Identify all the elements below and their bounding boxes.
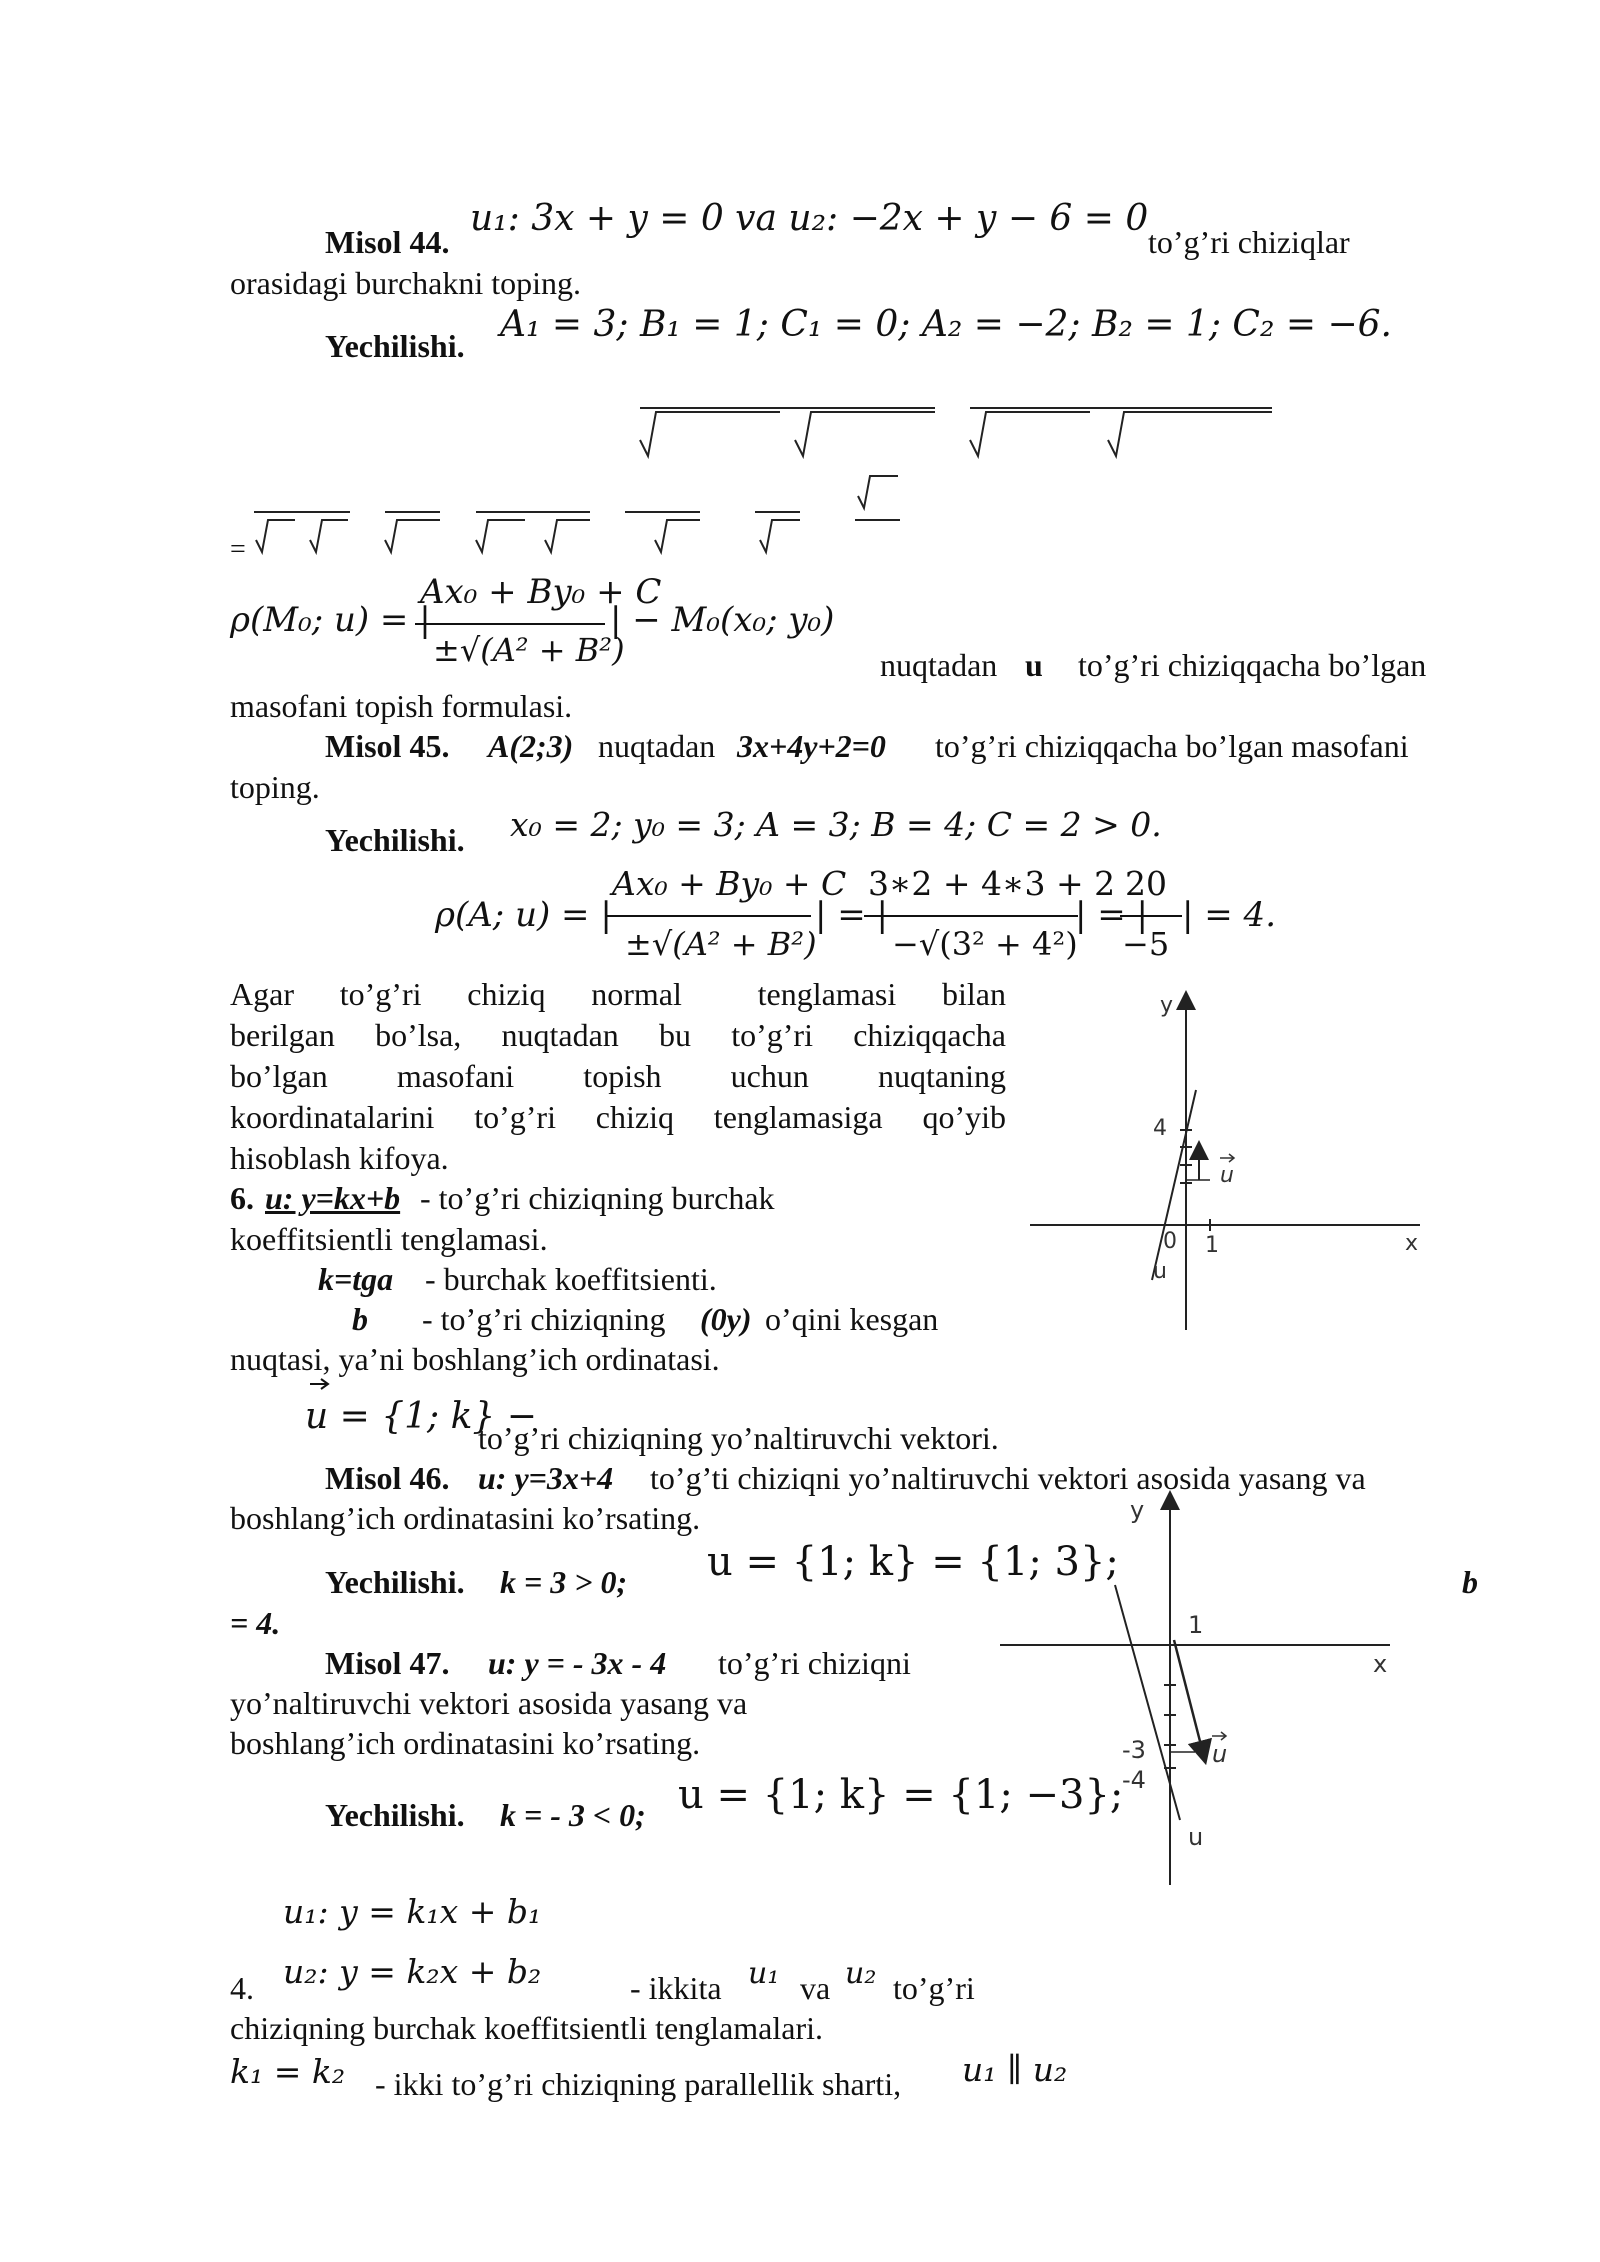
graph-2-tick-m3-label: -3	[1122, 1736, 1146, 1764]
misol-44-line2: orasidagi burchakni toping.	[230, 265, 582, 301]
section-4-line2: chiziqning burchak koeffitsientli tenglamalari.	[230, 2010, 823, 2046]
misol-47-tail: to’g’ri chiziqni	[718, 1645, 911, 1681]
misol-45-fraction1-denominator: ±√(A² + B²)	[625, 925, 817, 963]
graph-1-vector-label-arrow-icon	[1220, 1154, 1234, 1162]
graph-1-tick-4-label: 4	[1153, 1116, 1167, 1141]
normal-para-last: hisoblash kifoya.	[230, 1140, 449, 1176]
section-4-parallel-desc: - ikki to’g’ri chiziqning parallellik sharti,	[375, 2066, 902, 2102]
misol-45-line2: toping.	[230, 769, 320, 805]
section-4-parallel-eq: k₁ = k₂	[230, 2052, 346, 2091]
word: to’g’ri	[731, 1017, 813, 1053]
misol-47-label: Misol 47.	[325, 1645, 450, 1681]
misol-47-line3: boshlang’ich ordinatasini ko’rsating.	[230, 1725, 701, 1761]
misol-44-solution-formula: A₁ = 3; B₁ = 1; C₁ = 0; A₂ = −2; B₂ = 1; C₂ = −6.	[500, 304, 1392, 345]
section-6-vector-formula: u = {1; k} −	[305, 1396, 537, 1437]
misol-47-vector: u = {1; k} = {1; −3};	[678, 1772, 1124, 1818]
misol-44-solution-label: Yechilishi.	[325, 328, 465, 364]
word: chiziq	[467, 976, 546, 1012]
misol-46-line2: boshlang’ich ordinatasini ko’rsating.	[230, 1500, 701, 1536]
normal-para-line2	[230, 1015, 1006, 1055]
word: bilan	[942, 976, 1006, 1012]
section-6-desc: - to’g’ri chiziqning burchak	[420, 1180, 775, 1216]
section-4-u2: u₂	[845, 1956, 877, 1991]
misol-44-tail: to’g’ri chiziqlar	[1148, 224, 1350, 260]
distance-text-end: to’g’ri chiziqqacha bo’lgan	[1078, 647, 1427, 683]
graph-1-vector-label: u	[1220, 1163, 1234, 1188]
section-6-b-desc2: o’qini kesgan	[765, 1301, 939, 1337]
graph-1-origin-label: 0	[1163, 1229, 1177, 1254]
word: nuqtadan	[501, 1017, 619, 1053]
distance-formula-denominator: ±√(A² + B²)	[433, 631, 625, 669]
word: tenglamasi	[757, 976, 897, 1012]
graph-2-vector-u	[1174, 1640, 1203, 1753]
misol-46-label: Misol 46.	[325, 1460, 450, 1496]
section-4-eq1: u₁: y = k₁x + b₁	[283, 1892, 542, 1931]
word: chiziqqacha	[853, 1017, 1006, 1053]
section-4-u1: u₁	[748, 1956, 780, 1991]
section-6-number: 6.	[230, 1180, 254, 1216]
word: qo’yib	[922, 1099, 1006, 1135]
misol-45-equals2: | = |	[1075, 895, 1149, 935]
misol-46-equation: u: y=3x+4	[478, 1460, 614, 1496]
graph-2	[990, 1490, 1410, 1890]
misol-45-result: | = 4.	[1182, 895, 1276, 935]
graph-2-x-label: x	[1373, 1650, 1388, 1678]
normal-para-line1	[230, 974, 1006, 1014]
misol-45-fraction2-bar	[864, 914, 1084, 918]
section-4-mid: - ikkita	[630, 1970, 722, 2006]
misol-45-solution-label: Yechilishi.	[325, 822, 465, 858]
distance-text-line2: masofani topish formulasi.	[230, 688, 573, 724]
normal-para-line3	[230, 1056, 1006, 1096]
distance-formula-rhs: | − M₀(x₀; y₀)	[610, 600, 835, 640]
misol-46-tail: to’g’ti chiziqni yo’naltiruvchi vektori asosida yasang va	[650, 1460, 1366, 1496]
misol-45-fraction1-bar	[606, 914, 816, 918]
word: topish	[583, 1058, 662, 1094]
misol-45-fraction2-denominator: −√(3² + 4²)	[892, 925, 1078, 963]
misol-44-label: Misol 44.	[325, 224, 450, 260]
misol-46-solution-label: Yechilishi.	[325, 1564, 465, 1600]
misol-44-formula: u₁: 3x + y = 0 va u₂: −2x + y − 6 = 0	[470, 198, 1149, 239]
section-6-k-desc: - burchak koeffitsienti.	[425, 1261, 717, 1297]
word: koordinatalarini	[230, 1099, 435, 1135]
misol-45-solution-formula: x₀ = 2; y₀ = 3; A = 3; B = 4; C = 2 > 0.	[510, 805, 1162, 844]
misol-47-solution-label: Yechilishi.	[325, 1797, 465, 1833]
misol-45-fraction3-bar	[1120, 914, 1190, 918]
section-6-k-label: k=tga	[318, 1261, 394, 1297]
word: masofani	[396, 1058, 515, 1094]
misol-45-point: A(2;3)	[488, 728, 574, 764]
misol-45-line: 3x+4y+2=0	[737, 728, 886, 764]
misol-46-vector: u = {1; k} = {1; 3};	[707, 1539, 1119, 1585]
misol-45-fraction2-numerator: 3∗2 + 4∗3 + 2	[868, 864, 1116, 903]
graph-1	[1020, 990, 1440, 1340]
section-6-line5: nuqtasi, ya’ni boshlang’ich ordinatasi.	[230, 1341, 720, 1377]
misol-46-b-value: = 4.	[230, 1605, 281, 1641]
word: uchun	[730, 1058, 809, 1094]
misol-45-rho: ρ(A; u) = |	[435, 895, 612, 935]
word: to’g’ri	[339, 976, 422, 1012]
section-6-b-label: b	[352, 1301, 368, 1337]
word: bu	[659, 1017, 691, 1053]
graph-1-y-label: y	[1160, 993, 1174, 1018]
word: to’g’ri	[474, 1099, 556, 1135]
word: chiziq	[595, 1099, 674, 1135]
vector-arrow-icon	[308, 1376, 332, 1392]
graph-2-line-label: u	[1188, 1823, 1204, 1851]
misol-45-mid: nuqtadan	[598, 728, 716, 764]
word: tenglamasiga	[713, 1099, 883, 1135]
radical-fragments-lower	[0, 0, 1600, 600]
misol-45-fraction3-numerator: 20	[1125, 864, 1167, 903]
word: Agar	[230, 976, 294, 1012]
graph-1-x-label: x	[1405, 1231, 1419, 1256]
section-4-va: va	[800, 1970, 831, 2006]
misol-45-fraction3-denominator: −5	[1122, 925, 1170, 963]
word: normal	[591, 976, 682, 1012]
section-6-equation: u: y=kx+b	[265, 1180, 401, 1216]
word: bo’lgan	[230, 1058, 328, 1094]
word: bo’lsa,	[375, 1017, 462, 1053]
normal-para-line4	[230, 1097, 1006, 1137]
section-4-eq2: u₂: y = k₂x + b₂	[283, 1952, 542, 1991]
word: berilgan	[230, 1017, 335, 1053]
section-6-b-desc: - to’g’ri chiziqning	[422, 1301, 666, 1337]
distance-text-u: u	[1025, 647, 1043, 683]
section-4-tail: to’g’ri	[893, 1970, 975, 2006]
misol-47-line2: yo’naltiruvchi vektori asosida yasang va	[230, 1685, 748, 1721]
section-6-b-axis: (0y)	[700, 1301, 752, 1337]
graph-2-y-label: y	[1130, 1496, 1145, 1524]
misol-45-fraction1-numerator: Ax₀ + By₀ + C	[612, 864, 847, 903]
distance-fraction-bar	[415, 622, 615, 626]
misol-45-tail: to’g’ri chiziqqacha bo’lgan masofani	[935, 728, 1409, 764]
graph-2-vector-label-arrow-icon	[1212, 1732, 1226, 1740]
distance-text-start: nuqtadan	[880, 647, 998, 683]
distance-formula-lhs: ρ(M₀; u) = |	[230, 600, 431, 640]
misol-47-k: k = - 3 < 0;	[500, 1797, 646, 1833]
misol-47-equation: u: y = - 3x - 4	[488, 1645, 667, 1681]
graph-1-tick-1-label: 1	[1205, 1233, 1219, 1258]
graph-1-line-label: u	[1153, 1259, 1167, 1284]
section-4-parallel-symbol: u₁ ∥ u₂	[962, 2050, 1068, 2089]
graph-2-vector-label: u	[1212, 1740, 1228, 1768]
word: nuqtaning	[877, 1058, 1006, 1094]
section-6-vector-desc: to’g’ri chiziqning yo’naltiruvchi vektori.	[478, 1420, 999, 1456]
misol-45-label: Misol 45.	[325, 728, 450, 764]
section-4-number: 4.	[230, 1970, 254, 2006]
misol-46-b-label: b	[1462, 1564, 1478, 1600]
misol-46-k: k = 3 > 0;	[500, 1564, 628, 1600]
graph-2-tick-1-label: 1	[1188, 1611, 1204, 1639]
misol-45-equals1: | = |	[815, 895, 889, 935]
section-6-line2: koeffitsientli tenglamasi.	[230, 1221, 548, 1257]
distance-formula-numerator: Ax₀ + By₀ + C	[420, 572, 662, 612]
graph-2-tick-m4-label: -4	[1122, 1766, 1146, 1794]
misol-44-equals: =	[230, 534, 246, 565]
